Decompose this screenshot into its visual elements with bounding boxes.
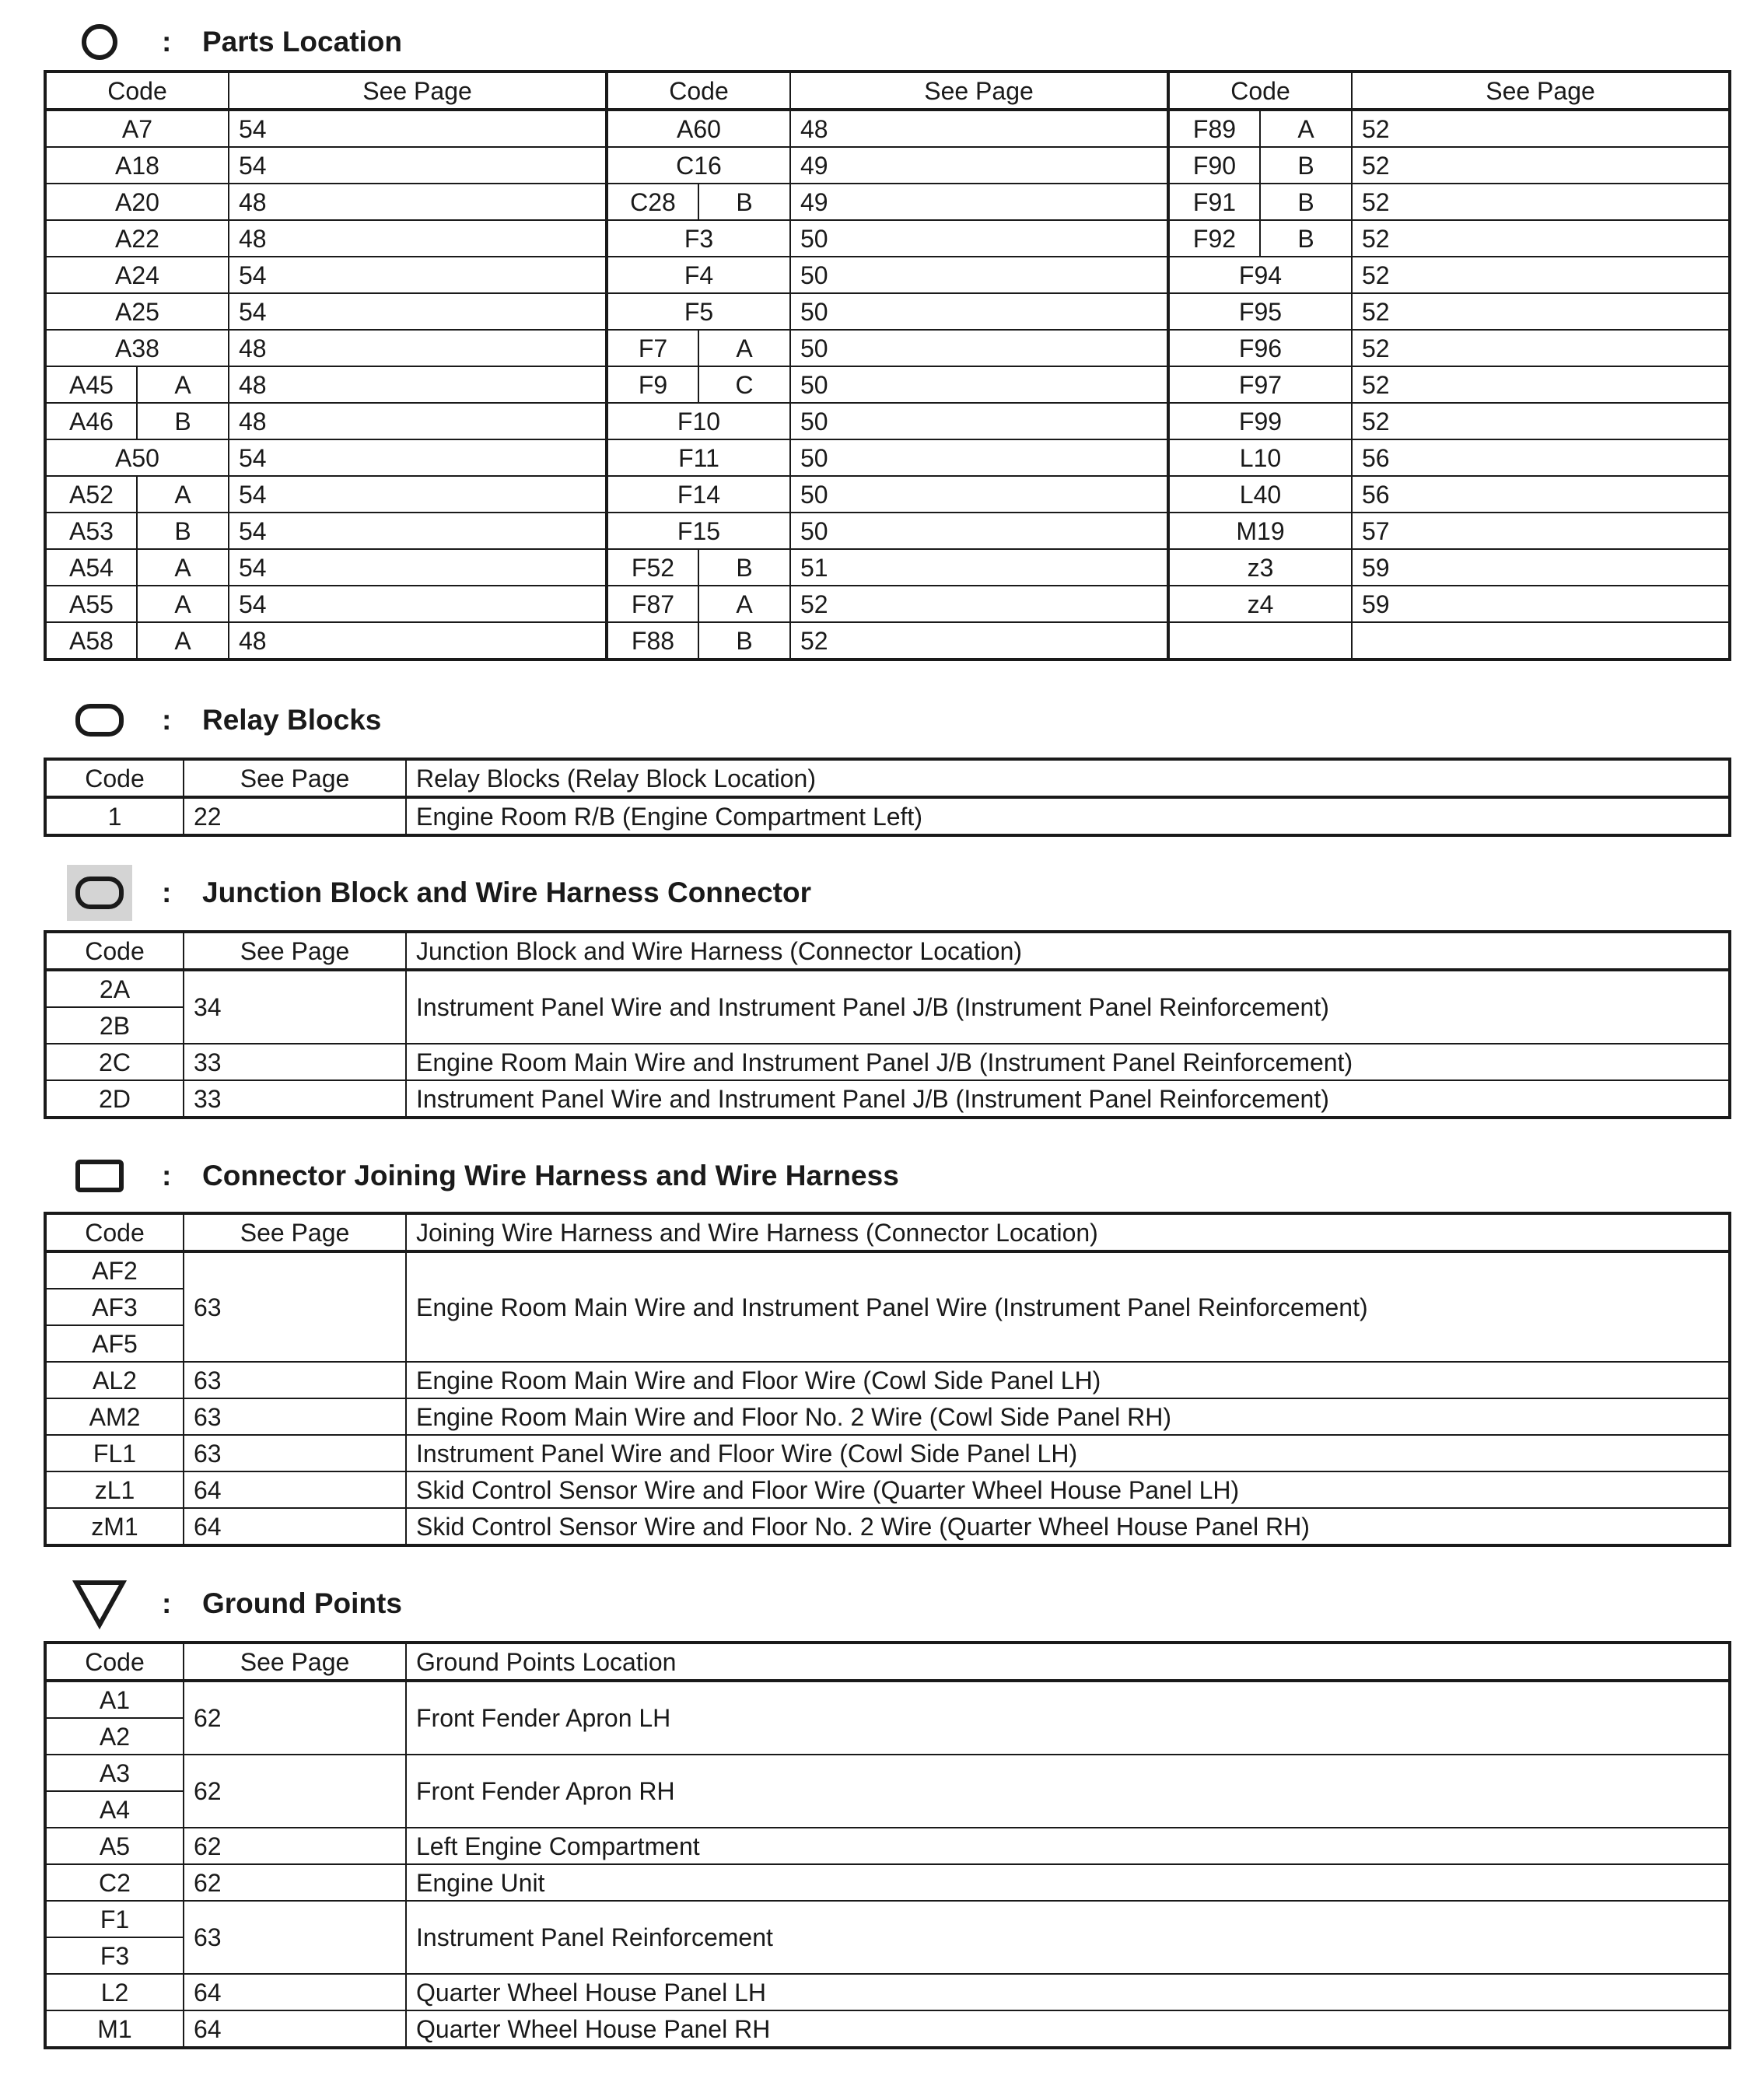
- part-code: A7: [45, 110, 229, 147]
- see-page-value: 59: [1352, 586, 1730, 622]
- colon: :: [162, 1587, 172, 1619]
- part-code: F92: [1168, 220, 1260, 257]
- see-page-value: 50: [790, 330, 1168, 366]
- part-code: A22: [45, 220, 229, 257]
- code-cell: L2: [45, 1974, 184, 2010]
- code-cell: F3: [45, 1937, 184, 1974]
- location-description: Front Fender Apron LH: [406, 1681, 1730, 1755]
- see-page-value: 48: [229, 403, 607, 439]
- see-page-value: 64: [184, 1508, 406, 1545]
- column-header-code: Code: [1168, 72, 1352, 110]
- see-page-value: 50: [790, 220, 1168, 257]
- see-page-value: 52: [790, 622, 1168, 660]
- code-cell: A5: [45, 1828, 184, 1864]
- table-row: [45, 110, 1730, 147]
- section-title: Ground Points: [202, 1587, 402, 1619]
- see-page-value: 62: [184, 1864, 406, 1901]
- code-cell: M1: [45, 2010, 184, 2048]
- part-code: F96: [1168, 330, 1352, 366]
- column-header-see-page: See Page: [184, 759, 406, 797]
- part-code-suffix: B: [1260, 184, 1352, 220]
- column-header-location: Ground Points Location: [406, 1643, 1730, 1681]
- part-code: A55: [45, 586, 137, 622]
- part-code: F5: [607, 293, 790, 330]
- part-code: C28: [607, 184, 698, 220]
- see-page-value: 48: [229, 184, 607, 220]
- code-cell: A1: [45, 1681, 184, 1718]
- section-title: Relay Blocks: [202, 704, 382, 736]
- part-code: F10: [607, 403, 790, 439]
- relay-blocks-heading: [67, 692, 381, 748]
- see-page-value: 52: [1352, 257, 1730, 293]
- location-description: Engine Room Main Wire and Instrument Panel J/B (Instrument Panel Reinforcement): [406, 1044, 1730, 1080]
- part-code-suffix: A: [137, 549, 229, 586]
- location-description: Quarter Wheel House Panel LH: [406, 1974, 1730, 2010]
- table-row: [45, 1044, 1730, 1080]
- colon: :: [162, 1160, 172, 1191]
- see-page-value: 52: [1352, 220, 1730, 257]
- see-page-value: 63: [184, 1435, 406, 1471]
- part-code: A58: [45, 622, 137, 660]
- column-header-location: Junction Block and Wire Harness (Connector Location): [406, 932, 1730, 970]
- part-code: F91: [1168, 184, 1260, 220]
- see-page-value: 64: [184, 2010, 406, 2048]
- location-description: Front Fender Apron RH: [406, 1755, 1730, 1828]
- table-row: [45, 797, 1730, 835]
- code-cell: AF3: [45, 1289, 184, 1325]
- code-cell: 2C: [45, 1044, 184, 1080]
- part-code: z4: [1168, 586, 1352, 622]
- see-page-value: 54: [229, 293, 607, 330]
- see-page-value: 33: [184, 1080, 406, 1118]
- table-row: [45, 1901, 1730, 1937]
- part-code: F4: [607, 257, 790, 293]
- see-page-value: 54: [229, 549, 607, 586]
- part-code-suffix: C: [698, 366, 790, 403]
- part-code: F89: [1168, 110, 1260, 147]
- colon: :: [162, 704, 172, 736]
- part-code: L10: [1168, 439, 1352, 476]
- see-page-value: 56: [1352, 439, 1730, 476]
- see-page-value: 54: [229, 586, 607, 622]
- see-page-value: 52: [1352, 403, 1730, 439]
- table-row: [45, 1471, 1730, 1508]
- table-row: [45, 549, 1730, 586]
- table-row: [45, 513, 1730, 549]
- location-description: Skid Control Sensor Wire and Floor No. 2 Wire (Quarter Wheel House Panel RH): [406, 1508, 1730, 1545]
- location-description: Instrument Panel Wire and Floor Wire (Cowl Side Panel LH): [406, 1435, 1730, 1471]
- see-page-value: 63: [184, 1901, 406, 1974]
- relay-blocks-table: [44, 758, 1731, 837]
- code-cell: 2A: [45, 970, 184, 1007]
- part-code: M19: [1168, 513, 1352, 549]
- code-cell: AL2: [45, 1362, 184, 1398]
- table-row: [45, 330, 1730, 366]
- part-code: A18: [45, 147, 229, 184]
- code-cell: zL1: [45, 1471, 184, 1508]
- code-cell: FL1: [45, 1435, 184, 1471]
- part-code-suffix: B: [137, 403, 229, 439]
- table-row: [45, 622, 1730, 660]
- see-page-value: 22: [184, 797, 406, 835]
- column-header-see-page: See Page: [790, 72, 1168, 110]
- see-page-value: 63: [184, 1251, 406, 1362]
- see-page-value: 52: [1352, 366, 1730, 403]
- see-page-value: 48: [229, 622, 607, 660]
- part-code: A60: [607, 110, 790, 147]
- table-row: [45, 293, 1730, 330]
- code-cell: 2B: [45, 1007, 184, 1044]
- part-code-suffix: B: [1260, 147, 1352, 184]
- part-code-suffix: B: [698, 184, 790, 220]
- part-code: A50: [45, 439, 229, 476]
- location-description: Instrument Panel Reinforcement: [406, 1901, 1730, 1974]
- circle-icon: [67, 14, 132, 70]
- column-header-see-page: See Page: [184, 1643, 406, 1681]
- connector-joining-table: [44, 1212, 1731, 1547]
- triangle-down-icon: [67, 1576, 132, 1632]
- part-code: A45: [45, 366, 137, 403]
- part-code: C16: [607, 147, 790, 184]
- column-header-see-page: See Page: [229, 72, 607, 110]
- see-page-value: 50: [790, 513, 1168, 549]
- see-page-value: 54: [229, 513, 607, 549]
- location-description: Engine Room Main Wire and Floor Wire (Cowl Side Panel LH): [406, 1362, 1730, 1398]
- see-page-value: 64: [184, 1471, 406, 1508]
- see-page-value: 62: [184, 1755, 406, 1828]
- part-code-suffix: A: [698, 586, 790, 622]
- see-page-value: 50: [790, 257, 1168, 293]
- see-page-value: 33: [184, 1044, 406, 1080]
- see-page-value: 52: [1352, 330, 1730, 366]
- column-header-see-page: See Page: [184, 932, 406, 970]
- part-code-suffix: A: [1260, 110, 1352, 147]
- see-page-value: 50: [790, 366, 1168, 403]
- see-page-value: 34: [184, 970, 406, 1044]
- see-page-value: 62: [184, 1681, 406, 1755]
- column-header-code: Code: [45, 932, 184, 970]
- part-code: A52: [45, 476, 137, 513]
- see-page-value: 52: [790, 586, 1168, 622]
- see-page-value: 48: [229, 366, 607, 403]
- location-description: Instrument Panel Wire and Instrument Panel J/B (Instrument Panel Reinforcement): [406, 970, 1730, 1044]
- column-header-see-page: See Page: [184, 1213, 406, 1251]
- part-code-suffix: A: [137, 366, 229, 403]
- see-page-value: 54: [229, 439, 607, 476]
- code-cell: 2D: [45, 1080, 184, 1118]
- part-code: F11: [607, 439, 790, 476]
- table-row: [45, 1755, 1730, 1791]
- part-code: F14: [607, 476, 790, 513]
- code-cell: AM2: [45, 1398, 184, 1435]
- see-page-value: 63: [184, 1362, 406, 1398]
- part-code-suffix: A: [137, 476, 229, 513]
- rectangle-icon: [67, 1148, 132, 1204]
- table-row: [45, 1864, 1730, 1901]
- part-code: F3: [607, 220, 790, 257]
- part-code: A46: [45, 403, 137, 439]
- section-title: Junction Block and Wire Harness Connector: [202, 877, 811, 908]
- see-page-value: 48: [229, 330, 607, 366]
- part-code: F88: [607, 622, 698, 660]
- code-cell: AF2: [45, 1251, 184, 1289]
- part-code: F90: [1168, 147, 1260, 184]
- location-description: Quarter Wheel House Panel RH: [406, 2010, 1730, 2048]
- table-row: [45, 1435, 1730, 1471]
- see-page-value: 57: [1352, 513, 1730, 549]
- table-row: [45, 257, 1730, 293]
- code-cell: 1: [45, 797, 184, 835]
- see-page-value: [1352, 622, 1730, 660]
- part-code: A24: [45, 257, 229, 293]
- table-row: [45, 403, 1730, 439]
- part-code: A38: [45, 330, 229, 366]
- code-cell: A2: [45, 1718, 184, 1755]
- table-row: [45, 1362, 1730, 1398]
- location-description: Engine Room R/B (Engine Compartment Left): [406, 797, 1730, 835]
- table-row: [45, 147, 1730, 184]
- section-title: Parts Location: [202, 26, 402, 58]
- see-page-value: 52: [1352, 147, 1730, 184]
- part-code: A25: [45, 293, 229, 330]
- see-page-value: 50: [790, 439, 1168, 476]
- see-page-value: 54: [229, 476, 607, 513]
- see-page-value: 48: [790, 110, 1168, 147]
- part-code: [1168, 622, 1352, 660]
- part-code: F99: [1168, 403, 1352, 439]
- table-row: [45, 970, 1730, 1007]
- code-cell: AF5: [45, 1325, 184, 1362]
- see-page-value: 51: [790, 549, 1168, 586]
- ground-points-table: [44, 1641, 1731, 2049]
- see-page-value: 63: [184, 1398, 406, 1435]
- part-code: F95: [1168, 293, 1352, 330]
- code-cell: A3: [45, 1755, 184, 1791]
- colon: :: [162, 877, 172, 908]
- table-row: [45, 1251, 1730, 1289]
- part-code: F15: [607, 513, 790, 549]
- see-page-value: 52: [1352, 184, 1730, 220]
- colon: :: [162, 26, 172, 58]
- code-cell: zM1: [45, 1508, 184, 1545]
- parts-location-heading: [67, 14, 402, 70]
- parts-location-table: [44, 70, 1731, 661]
- table-row: [45, 1681, 1730, 1718]
- part-code-suffix: B: [1260, 220, 1352, 257]
- part-code: F52: [607, 549, 698, 586]
- table-row: [45, 439, 1730, 476]
- location-description: Engine Unit: [406, 1864, 1730, 1901]
- table-row: [45, 184, 1730, 220]
- part-code: z3: [1168, 549, 1352, 586]
- column-header-code: Code: [45, 1643, 184, 1681]
- part-code-suffix: B: [137, 513, 229, 549]
- table-row: [45, 1974, 1730, 2010]
- see-page-value: 50: [790, 403, 1168, 439]
- location-description: Left Engine Compartment: [406, 1828, 1730, 1864]
- shaded-rounded-rect-icon: [67, 865, 132, 921]
- table-row: [45, 476, 1730, 513]
- location-description: Skid Control Sensor Wire and Floor Wire (Quarter Wheel House Panel LH): [406, 1471, 1730, 1508]
- part-code: F87: [607, 586, 698, 622]
- part-code: F9: [607, 366, 698, 403]
- code-cell: F1: [45, 1901, 184, 1937]
- junction-block-table: [44, 930, 1731, 1119]
- column-header-code: Code: [45, 759, 184, 797]
- see-page-value: 50: [790, 476, 1168, 513]
- part-code: A54: [45, 549, 137, 586]
- table-row: [45, 1508, 1730, 1545]
- see-page-value: 50: [790, 293, 1168, 330]
- see-page-value: 54: [229, 257, 607, 293]
- connector-joining-heading: [67, 1148, 899, 1204]
- part-code: A20: [45, 184, 229, 220]
- see-page-value: 59: [1352, 549, 1730, 586]
- table-row: [45, 1398, 1730, 1435]
- location-description: Instrument Panel Wire and Instrument Panel J/B (Instrument Panel Reinforcement): [406, 1080, 1730, 1118]
- part-code-suffix: B: [698, 549, 790, 586]
- section-title: Connector Joining Wire Harness and Wire Harness: [202, 1160, 899, 1191]
- see-page-value: 54: [229, 147, 607, 184]
- see-page-value: 62: [184, 1828, 406, 1864]
- column-header-see-page: See Page: [1352, 72, 1730, 110]
- see-page-value: 49: [790, 147, 1168, 184]
- see-page-value: 56: [1352, 476, 1730, 513]
- table-row: [45, 1828, 1730, 1864]
- see-page-value: 54: [229, 110, 607, 147]
- location-description: Engine Room Main Wire and Floor No. 2 Wire (Cowl Side Panel RH): [406, 1398, 1730, 1435]
- column-header-location: Relay Blocks (Relay Block Location): [406, 759, 1730, 797]
- ground-points-heading: [67, 1576, 402, 1632]
- table-row: [45, 2010, 1730, 2048]
- see-page-value: 52: [1352, 110, 1730, 147]
- part-code: F7: [607, 330, 698, 366]
- part-code: F97: [1168, 366, 1352, 403]
- table-row: [45, 366, 1730, 403]
- rounded-rect-icon: [67, 692, 132, 748]
- part-code-suffix: A: [137, 622, 229, 660]
- junction-block-heading: [67, 865, 811, 921]
- table-row: [45, 1080, 1730, 1118]
- code-cell: C2: [45, 1864, 184, 1901]
- part-code: F94: [1168, 257, 1352, 293]
- part-code: L40: [1168, 476, 1352, 513]
- part-code: A53: [45, 513, 137, 549]
- part-code-suffix: B: [698, 622, 790, 660]
- code-cell: A4: [45, 1791, 184, 1828]
- column-header-code: Code: [45, 72, 229, 110]
- see-page-value: 52: [1352, 293, 1730, 330]
- part-code-suffix: A: [137, 586, 229, 622]
- column-header-code: Code: [607, 72, 790, 110]
- table-row: [45, 220, 1730, 257]
- see-page-value: 48: [229, 220, 607, 257]
- column-header-code: Code: [45, 1213, 184, 1251]
- see-page-value: 49: [790, 184, 1168, 220]
- location-description: Engine Room Main Wire and Instrument Panel Wire (Instrument Panel Reinforcement): [406, 1251, 1730, 1362]
- see-page-value: 64: [184, 1974, 406, 2010]
- column-header-location: Joining Wire Harness and Wire Harness (Connector Location): [406, 1213, 1730, 1251]
- table-row: [45, 586, 1730, 622]
- part-code-suffix: A: [698, 330, 790, 366]
